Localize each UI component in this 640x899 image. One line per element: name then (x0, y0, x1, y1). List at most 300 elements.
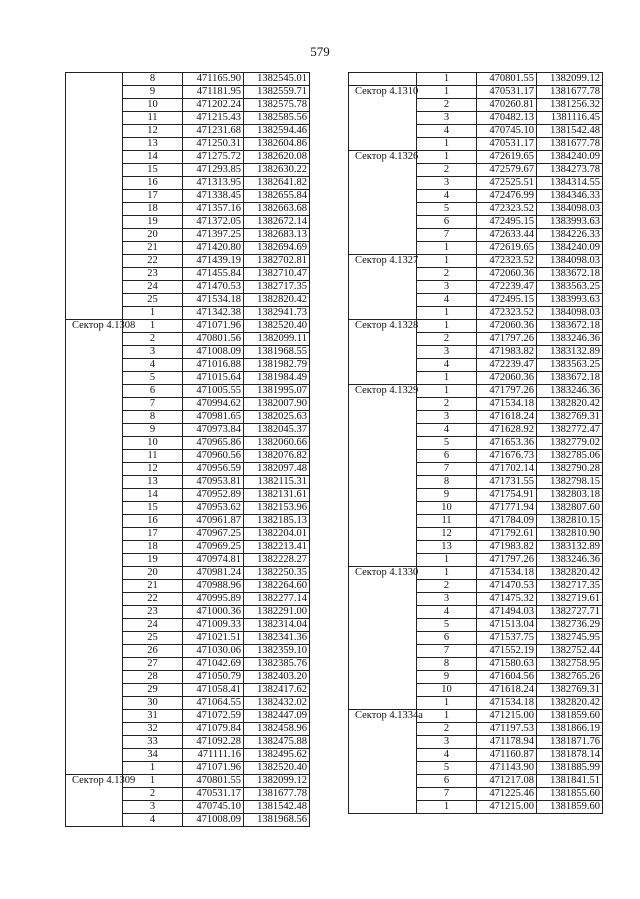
y-coordinate: 1382097.48 (244, 463, 310, 476)
point-number: 27 (123, 658, 183, 671)
y-coordinate: 1382745.95 (537, 632, 603, 645)
point-number: 2 (417, 268, 477, 281)
x-coordinate: 471215.00 (477, 801, 537, 814)
point-number: 20 (123, 229, 183, 242)
x-coordinate: 470531.17 (183, 788, 244, 801)
point-number: 2 (417, 99, 477, 112)
y-coordinate: 1382250.35 (244, 567, 310, 580)
x-coordinate: 471618.24 (477, 684, 537, 697)
y-coordinate: 1382520.40 (244, 762, 310, 775)
y-coordinate: 1382291.00 (244, 606, 310, 619)
x-coordinate: 470953.62 (183, 502, 244, 515)
point-number: 15 (123, 164, 183, 177)
point-number: 4 (417, 424, 477, 437)
x-coordinate: 471534.18 (183, 294, 244, 307)
point-number: 8 (417, 658, 477, 671)
x-coordinate: 471092.28 (183, 736, 244, 749)
table-row (66, 320, 310, 333)
point-number: 9 (123, 86, 183, 99)
y-coordinate: 1382694.69 (244, 242, 310, 255)
y-coordinate: 1382025.63 (244, 411, 310, 424)
x-coordinate: 471342.38 (183, 307, 244, 320)
page-number: 579 (310, 44, 330, 59)
point-number: 1 (417, 567, 477, 580)
x-coordinate: 471792.61 (477, 528, 537, 541)
y-coordinate: 1382719.61 (537, 593, 603, 606)
x-coordinate: 472525.51 (477, 177, 537, 190)
y-coordinate: 1382769.31 (537, 684, 603, 697)
x-coordinate: 471731.55 (477, 476, 537, 489)
y-coordinate: 1381968.55 (244, 346, 310, 359)
y-coordinate: 1381677.78 (244, 788, 310, 801)
point-number: 5 (123, 372, 183, 385)
point-number: 20 (123, 567, 183, 580)
point-number: 10 (123, 99, 183, 112)
point-number: 6 (417, 632, 477, 645)
y-coordinate: 1382495.62 (244, 749, 310, 762)
point-number: 1 (123, 775, 183, 788)
x-coordinate: 470974.81 (183, 554, 244, 567)
x-coordinate: 471178.94 (477, 736, 537, 749)
point-number: 6 (417, 450, 477, 463)
point-number: 6 (417, 775, 477, 788)
y-coordinate: 1382520.40 (244, 320, 310, 333)
y-coordinate: 1383563.25 (537, 359, 603, 372)
y-coordinate: 1382820.42 (537, 697, 603, 710)
point-number: 4 (417, 125, 477, 138)
x-coordinate: 472619.65 (477, 242, 537, 255)
y-coordinate: 1383246.36 (537, 554, 603, 567)
y-coordinate: 1382264.60 (244, 580, 310, 593)
point-number: 34 (123, 749, 183, 762)
x-coordinate: 471439.19 (183, 255, 244, 268)
x-coordinate: 472323.52 (477, 307, 537, 320)
point-number: 8 (123, 73, 183, 86)
y-coordinate: 1381878.14 (537, 749, 603, 762)
x-coordinate: 471797.26 (477, 554, 537, 567)
x-coordinate: 471225.46 (477, 788, 537, 801)
point-number: 17 (123, 190, 183, 203)
point-number: 30 (123, 697, 183, 710)
x-coordinate: 471494.03 (477, 606, 537, 619)
y-coordinate: 1381859.60 (537, 710, 603, 723)
table-row (349, 385, 603, 398)
y-coordinate: 1381984.49 (244, 372, 310, 385)
table-row (66, 775, 310, 788)
point-number: 7 (123, 398, 183, 411)
x-coordinate: 472495.15 (477, 294, 537, 307)
point-number: 1 (417, 255, 477, 268)
y-coordinate: 1382359.10 (244, 645, 310, 658)
y-coordinate: 1382385.76 (244, 658, 310, 671)
point-number: 11 (123, 112, 183, 125)
point-number: 9 (123, 424, 183, 437)
sector-label: Сектор 4.1330 (349, 567, 417, 710)
x-coordinate: 471071.96 (183, 320, 244, 333)
x-coordinate: 471215.43 (183, 112, 244, 125)
y-coordinate: 1383993.63 (537, 294, 603, 307)
y-coordinate: 1382447.09 (244, 710, 310, 723)
y-coordinate: 1382314.04 (244, 619, 310, 632)
point-number: 2 (123, 788, 183, 801)
y-coordinate: 1382403.20 (244, 671, 310, 684)
point-number: 10 (417, 684, 477, 697)
x-coordinate: 471552.19 (477, 645, 537, 658)
y-coordinate: 1382545.01 (244, 73, 310, 86)
x-coordinate: 471534.18 (477, 567, 537, 580)
y-coordinate: 1382683.13 (244, 229, 310, 242)
x-coordinate: 471202.24 (183, 99, 244, 112)
x-coordinate: 471030.06 (183, 645, 244, 658)
x-coordinate: 472239.47 (477, 281, 537, 294)
sector-label (66, 73, 123, 320)
point-number: 18 (123, 541, 183, 554)
y-coordinate: 1384226.33 (537, 229, 603, 242)
x-coordinate: 471983.82 (477, 541, 537, 554)
y-coordinate: 1382604.86 (244, 138, 310, 151)
y-coordinate: 1382228.27 (244, 554, 310, 567)
point-number: 8 (123, 411, 183, 424)
x-coordinate: 470531.17 (477, 86, 537, 99)
x-coordinate: 471513.04 (477, 619, 537, 632)
y-coordinate: 1382717.35 (537, 580, 603, 593)
y-coordinate: 1382810.90 (537, 528, 603, 541)
x-coordinate: 470961.87 (183, 515, 244, 528)
x-coordinate: 471008.09 (183, 814, 244, 827)
point-number: 3 (417, 593, 477, 606)
table-row (349, 567, 603, 580)
point-number: 2 (417, 164, 477, 177)
x-coordinate: 470969.25 (183, 541, 244, 554)
x-coordinate: 471231.68 (183, 125, 244, 138)
x-coordinate: 472633.44 (477, 229, 537, 242)
point-number: 13 (417, 541, 477, 554)
point-number: 1 (417, 385, 477, 398)
point-number: 16 (123, 515, 183, 528)
point-number: 9 (417, 671, 477, 684)
x-coordinate: 471470.53 (477, 580, 537, 593)
point-number: 6 (123, 385, 183, 398)
y-coordinate: 1382620.08 (244, 151, 310, 164)
x-coordinate: 471250.31 (183, 138, 244, 151)
x-coordinate: 470801.56 (183, 333, 244, 346)
y-coordinate: 1381542.48 (537, 125, 603, 138)
table-row (349, 86, 603, 99)
y-coordinate: 1381855.60 (537, 788, 603, 801)
x-coordinate: 470995.89 (183, 593, 244, 606)
y-coordinate: 1382475.88 (244, 736, 310, 749)
point-number: 4 (123, 814, 183, 827)
x-coordinate: 470973.84 (183, 424, 244, 437)
point-number: 23 (123, 268, 183, 281)
point-number: 3 (123, 346, 183, 359)
point-number: 1 (417, 554, 477, 567)
y-coordinate: 1384346.33 (537, 190, 603, 203)
point-number: 5 (417, 619, 477, 632)
point-number: 18 (123, 203, 183, 216)
y-coordinate: 1381995.07 (244, 385, 310, 398)
point-number: 24 (123, 281, 183, 294)
y-coordinate: 1384098.03 (537, 255, 603, 268)
point-number: 24 (123, 619, 183, 632)
table-row (349, 151, 603, 164)
y-coordinate: 1382060.66 (244, 437, 310, 450)
x-coordinate: 471058.41 (183, 684, 244, 697)
y-coordinate: 1382663.68 (244, 203, 310, 216)
y-coordinate: 1382585.56 (244, 112, 310, 125)
x-coordinate: 471534.18 (477, 697, 537, 710)
y-coordinate: 1383672.18 (537, 320, 603, 333)
y-coordinate: 1381866.19 (537, 723, 603, 736)
point-number: 26 (123, 645, 183, 658)
x-coordinate: 471293.85 (183, 164, 244, 177)
y-coordinate: 1382727.71 (537, 606, 603, 619)
point-number: 7 (417, 463, 477, 476)
x-coordinate: 471580.63 (477, 658, 537, 671)
y-coordinate: 1382099.11 (244, 333, 310, 346)
point-number: 7 (417, 788, 477, 801)
y-coordinate: 1381859.60 (537, 801, 603, 814)
point-number: 10 (417, 502, 477, 515)
x-coordinate: 471983.82 (477, 346, 537, 359)
x-coordinate: 471009.33 (183, 619, 244, 632)
y-coordinate: 1382790.28 (537, 463, 603, 476)
y-coordinate: 1383132.89 (537, 346, 603, 359)
point-number: 4 (417, 749, 477, 762)
point-number: 22 (123, 255, 183, 268)
point-number: 25 (123, 294, 183, 307)
point-number: 3 (417, 281, 477, 294)
x-coordinate: 472619.65 (477, 151, 537, 164)
y-coordinate: 1381116.45 (537, 112, 603, 125)
y-coordinate: 1382432.02 (244, 697, 310, 710)
y-coordinate: 1382185.13 (244, 515, 310, 528)
point-number: 1 (417, 372, 477, 385)
x-coordinate: 470981.65 (183, 411, 244, 424)
x-coordinate: 470745.10 (477, 125, 537, 138)
point-number: 15 (123, 502, 183, 515)
y-coordinate: 1383246.36 (537, 385, 603, 398)
x-coordinate: 471475.32 (477, 593, 537, 606)
x-coordinate: 471042.69 (183, 658, 244, 671)
point-number: 21 (123, 580, 183, 593)
x-coordinate: 471338.45 (183, 190, 244, 203)
y-coordinate: 1382810.15 (537, 515, 603, 528)
y-coordinate: 1382803.18 (537, 489, 603, 502)
y-coordinate: 1381968.56 (244, 814, 310, 827)
sector-label: Сектор 4.1308 (66, 320, 123, 775)
x-coordinate: 471754.91 (477, 489, 537, 502)
y-coordinate: 1383563.25 (537, 281, 603, 294)
x-coordinate: 471604.56 (477, 671, 537, 684)
x-coordinate: 471397.25 (183, 229, 244, 242)
x-coordinate: 470953.81 (183, 476, 244, 489)
y-coordinate: 1384098.03 (537, 203, 603, 216)
x-coordinate: 472239.47 (477, 359, 537, 372)
y-coordinate: 1382341.36 (244, 632, 310, 645)
point-number: 1 (417, 86, 477, 99)
y-coordinate: 1381542.48 (244, 801, 310, 814)
x-coordinate: 471455.84 (183, 268, 244, 281)
point-number: 1 (123, 307, 183, 320)
x-coordinate: 472495.15 (477, 216, 537, 229)
point-number: 25 (123, 632, 183, 645)
x-coordinate: 472579.67 (477, 164, 537, 177)
y-coordinate: 1381677.78 (537, 138, 603, 151)
sector-label: Сектор 4.1309 (66, 775, 123, 827)
point-number: 5 (417, 762, 477, 775)
x-coordinate: 470994.62 (183, 398, 244, 411)
x-coordinate: 471771.94 (477, 502, 537, 515)
y-coordinate: 1382277.14 (244, 593, 310, 606)
point-number: 14 (123, 151, 183, 164)
y-coordinate: 1381982.79 (244, 359, 310, 372)
x-coordinate: 471217.08 (477, 775, 537, 788)
point-number: 19 (123, 554, 183, 567)
x-coordinate: 472060.36 (477, 320, 537, 333)
point-number: 14 (123, 489, 183, 502)
x-coordinate: 471702.14 (477, 463, 537, 476)
x-coordinate: 470967.25 (183, 528, 244, 541)
x-coordinate: 470531.17 (477, 138, 537, 151)
point-number: 33 (123, 736, 183, 749)
point-number: 31 (123, 710, 183, 723)
x-coordinate: 471797.26 (477, 333, 537, 346)
y-coordinate: 1382655.84 (244, 190, 310, 203)
y-coordinate: 1382820.42 (537, 398, 603, 411)
x-coordinate: 470482.13 (477, 112, 537, 125)
table-row (66, 73, 310, 86)
point-number: 9 (417, 489, 477, 502)
y-coordinate: 1382045.37 (244, 424, 310, 437)
y-coordinate: 1384314.55 (537, 177, 603, 190)
y-coordinate: 1382820.42 (537, 567, 603, 580)
point-number: 4 (417, 294, 477, 307)
point-number: 19 (123, 216, 183, 229)
point-number: 1 (417, 307, 477, 320)
sector-label: Сектор 4.1326 (349, 151, 417, 255)
x-coordinate: 471313.95 (183, 177, 244, 190)
point-number: 12 (417, 528, 477, 541)
point-number: 12 (123, 125, 183, 138)
x-coordinate: 471015.64 (183, 372, 244, 385)
x-coordinate: 471628.92 (477, 424, 537, 437)
x-coordinate: 472323.52 (477, 255, 537, 268)
y-coordinate: 1381841.51 (537, 775, 603, 788)
coordinates-table-right (348, 72, 603, 814)
y-coordinate: 1382807.60 (537, 502, 603, 515)
x-coordinate: 471008.09 (183, 346, 244, 359)
point-number: 12 (123, 463, 183, 476)
x-coordinate: 471797.26 (477, 385, 537, 398)
x-coordinate: 471215.00 (477, 710, 537, 723)
x-coordinate: 470965.86 (183, 437, 244, 450)
point-number: 16 (123, 177, 183, 190)
table-row (349, 710, 603, 723)
y-coordinate: 1382131.61 (244, 489, 310, 502)
point-number: 22 (123, 593, 183, 606)
point-number: 5 (417, 437, 477, 450)
x-coordinate: 471357.16 (183, 203, 244, 216)
y-coordinate: 1384240.09 (537, 242, 603, 255)
point-number: 23 (123, 606, 183, 619)
point-number: 2 (417, 398, 477, 411)
table-row (349, 73, 603, 86)
point-number: 2 (417, 580, 477, 593)
x-coordinate: 471016.88 (183, 359, 244, 372)
y-coordinate: 1382779.02 (537, 437, 603, 450)
y-coordinate: 1382007.90 (244, 398, 310, 411)
x-coordinate: 471079.84 (183, 723, 244, 736)
point-number: 1 (417, 73, 477, 86)
x-coordinate: 471181.95 (183, 86, 244, 99)
table-row (349, 320, 603, 333)
y-coordinate: 1382752.44 (537, 645, 603, 658)
y-coordinate: 1382941.73 (244, 307, 310, 320)
y-coordinate: 1382559.71 (244, 86, 310, 99)
point-number: 28 (123, 671, 183, 684)
x-coordinate: 471618.24 (477, 411, 537, 424)
point-number: 6 (417, 216, 477, 229)
y-coordinate: 1382785.06 (537, 450, 603, 463)
y-coordinate: 1382702.81 (244, 255, 310, 268)
point-number: 7 (417, 645, 477, 658)
y-coordinate: 1382630.22 (244, 164, 310, 177)
x-coordinate: 472060.36 (477, 372, 537, 385)
x-coordinate: 471021.51 (183, 632, 244, 645)
table-row (349, 255, 603, 268)
point-number: 1 (417, 151, 477, 164)
y-coordinate: 1382641.82 (244, 177, 310, 190)
y-coordinate: 1383672.18 (537, 372, 603, 385)
point-number: 4 (417, 606, 477, 619)
point-number: 3 (123, 801, 183, 814)
point-number: 3 (417, 177, 477, 190)
x-coordinate: 471653.36 (477, 437, 537, 450)
point-number: 11 (417, 515, 477, 528)
y-coordinate: 1382458.96 (244, 723, 310, 736)
point-number: 1 (417, 697, 477, 710)
y-coordinate: 1382417.62 (244, 684, 310, 697)
x-coordinate: 470952.89 (183, 489, 244, 502)
point-number: 21 (123, 242, 183, 255)
coordinates-table-left (65, 72, 310, 827)
y-coordinate: 1382758.95 (537, 658, 603, 671)
x-coordinate: 470745.10 (183, 801, 244, 814)
point-number: 32 (123, 723, 183, 736)
x-coordinate: 471050.79 (183, 671, 244, 684)
point-number: 1 (123, 762, 183, 775)
y-coordinate: 1382769.31 (537, 411, 603, 424)
x-coordinate: 471534.18 (477, 398, 537, 411)
point-number: 3 (417, 112, 477, 125)
x-coordinate: 471197.53 (477, 723, 537, 736)
sector-label: Сектор 4.1310 (349, 86, 417, 151)
x-coordinate: 471064.55 (183, 697, 244, 710)
point-number: 2 (417, 723, 477, 736)
y-coordinate: 1384240.09 (537, 151, 603, 164)
y-coordinate: 1382736.29 (537, 619, 603, 632)
x-coordinate: 471372.05 (183, 216, 244, 229)
point-number: 29 (123, 684, 183, 697)
y-coordinate: 1382765.26 (537, 671, 603, 684)
x-coordinate: 472476.99 (477, 190, 537, 203)
x-coordinate: 470988.96 (183, 580, 244, 593)
y-coordinate: 1382710.47 (244, 268, 310, 281)
x-coordinate: 471420.80 (183, 242, 244, 255)
point-number: 1 (417, 242, 477, 255)
y-coordinate: 1383672.18 (537, 268, 603, 281)
